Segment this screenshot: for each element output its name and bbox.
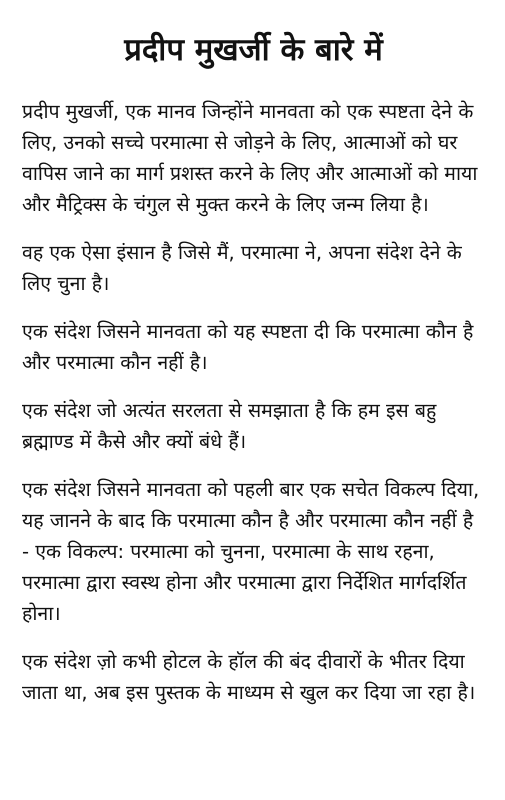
paragraph-intro: प्रदीप मुखर्जी, एक मानव जिन्होंने मानवता को एक स्पष्टता देने के लिए, उनको सच्चे परमात्मा से जोड़ने के लिए, आत्माओं को घर वापिस जाने का मार्ग प्रशस्त करने के लिए और आत्माओं को माया और मैट्रिक्स के चंगुल से मुक्त करने के लिए जन्म लिया है। — [22, 100, 478, 216]
paragraph-multiverse: एक संदेश जो अत्यंत सरलता से समझाता है कि हम इस बहु ब्रह्माण्ड में कैसे और क्यों बंधे हैं। — [22, 399, 437, 453]
paragraph-chosen-one: वह एक ऐसा इंसान है जिसे मैं, परमात्मा ने, अपना संदेश देने के लिए चुना है। — [22, 241, 462, 295]
page-title: प्रदीप मुखर्जी के बारे में — [124, 32, 383, 68]
paragraph-choice: एक संदेश जिसने मानवता को पहली बार एक सचेत विकल्प दिया, यह जानने के बाद कि परमात्मा कौन है और परमात्मा कौन नहीं है - एक विकल्प: परमात्मा को चुनना, परमात्मा के साथ रहना, परमात्मा द्वारा स्वस्थ होना और परमात्मा द्वारा निर्देशित मार्गदर्शित होना। — [22, 478, 480, 625]
paragraph-book: एक संदेश ज़ो कभी होटल के हॉल की बंद दीवारों के भीतर दिया जाता था, अब इस पुस्तक के माध्यम से खुल कर दिया जा रहा है। — [22, 650, 476, 704]
paragraph-clarity: एक संदेश जिसने मानवता को यह स्पष्टता दी कि परमात्मा कौन है और परमात्मा कौन नहीं है। — [22, 320, 474, 374]
